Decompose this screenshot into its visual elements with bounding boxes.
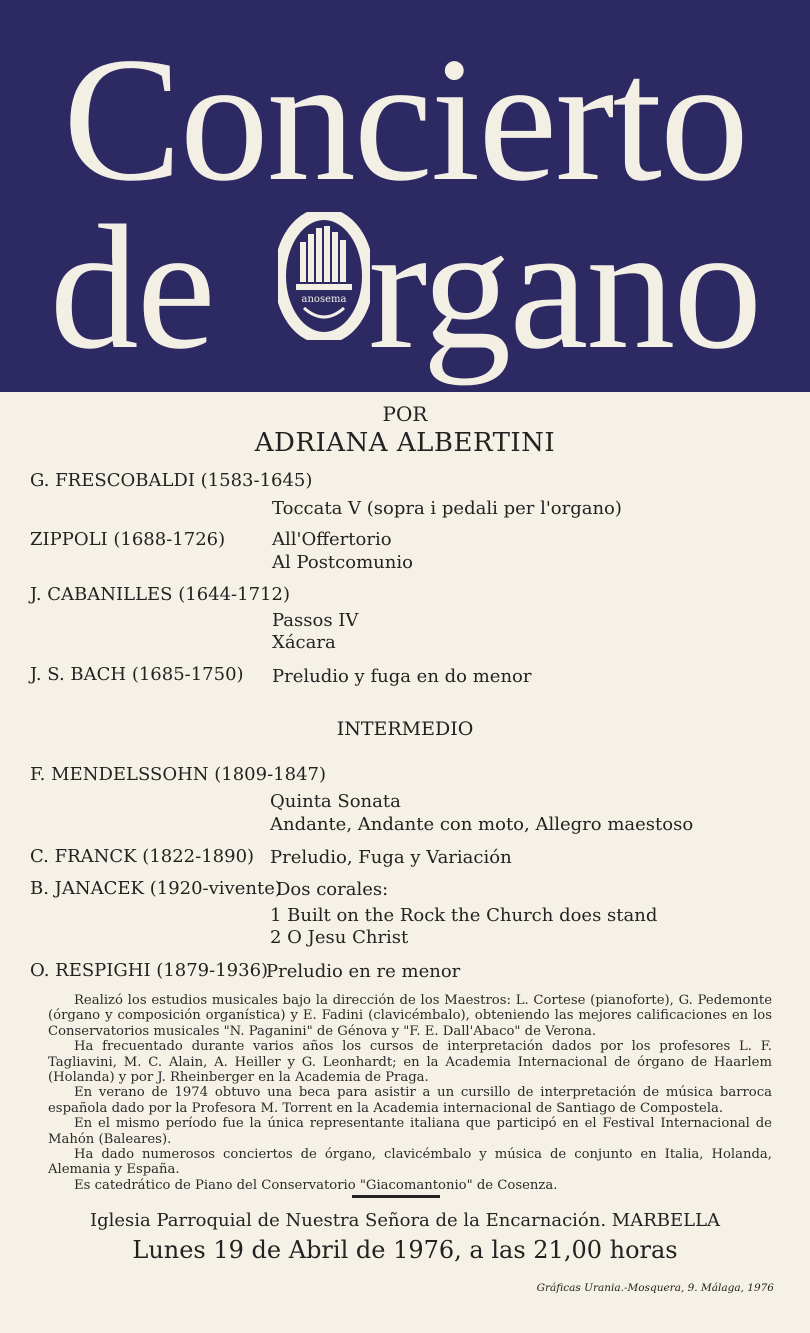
work-offertorio: All'Offertorio — [272, 529, 392, 550]
composer-janacek: B. JANACEK (1920-vivente) — [30, 878, 282, 899]
bio-paragraph: En verano de 1974 obtuvo una beca para asistir a un cursillo de interpretación de música barroca española dado por la Profesora M. Torrent en la Academia internacional de Santiago de Compostela. — [48, 1085, 772, 1116]
composer-respighi: O. RESPIGHI (1879-1936) — [30, 960, 269, 981]
bio-paragraph: En el mismo período fue la única representante italiana que participó en el Festival Internacional de Mahón (Baleares). — [48, 1116, 772, 1147]
composer-zippoli: ZIPPOLI (1688-1726) — [30, 529, 226, 550]
work-passos: Passos IV — [272, 610, 359, 631]
work-xacara: Xácara — [272, 632, 336, 653]
title-de: de — [49, 188, 257, 386]
work-postcomunio: Al Postcomunio — [272, 552, 413, 573]
venue: Iglesia Parroquial de Nuestra Señora de la Encarnación. MARBELLA — [89, 1210, 721, 1231]
composer-mendelssohn: F. MENDELSSOHN (1809-1847) — [30, 764, 326, 785]
work-franck: Preludio, Fuga y Variación — [270, 847, 512, 868]
by-label: POR — [382, 402, 428, 426]
title-de-organo — [0, 188, 810, 386]
composer-cabanilles: J. CABANILLES (1644-1712) — [30, 584, 290, 605]
bio-paragraph: Realizó los estudios musicales bajo la dirección de los Maestros: L. Cortese (pianoforte), G. Pedemonte (órgano y composición organística) y E. Fadini (clavicémbalo), obteniendo las mejores calificaciones en los Conservatorios musicales "N. Paganini" de Génova y "F. E. Dall'Abaco" de Verona. — [48, 993, 772, 1039]
divider — [352, 1195, 440, 1198]
artist-name: ADRIANA ALBERTINI — [254, 428, 556, 458]
work-movements: Andante, Andante con moto, Allegro maestoso — [270, 814, 694, 835]
work-coral-2: 2 O Jesu Christ — [270, 927, 409, 948]
work-dos-corales: Dos corales: — [276, 879, 389, 900]
concert-date: Lunes 19 de Abril de 1976, a las 21,00 horas — [132, 1236, 678, 1264]
organ-emblem-icon — [278, 212, 370, 340]
artist-biography — [48, 993, 772, 1193]
emblem-text: anosema — [301, 294, 347, 305]
work-preludio-fuga: Preludio y fuga en do menor — [272, 666, 532, 687]
work-respighi: Preludio en re menor — [266, 961, 461, 982]
work-coral-1: 1 Built on the Rock the Church does stand — [270, 905, 658, 926]
bio-paragraph: Ha dado numerosos conciertos de órgano, clavicémbalo y música de conjunto en Italia, Holanda, Alemania y España. — [48, 1147, 772, 1178]
composer-franck: C. FRANCK (1822-1890) — [30, 846, 255, 867]
title-concierto: Concierto — [63, 20, 747, 218]
work-toccata: Toccata V (sopra i pedali per l'organo) — [272, 498, 622, 519]
bio-paragraph: Es catedrático de Piano del Conservatorio "Giacomantonio" de Cosenza. — [74, 1177, 558, 1193]
work-quinta-sonata: Quinta Sonata — [270, 791, 401, 812]
intermission-label: INTERMEDIO — [336, 718, 474, 740]
composer-frescobaldi: G. FRESCOBALDI (1583-1645) — [30, 470, 313, 491]
title-banner — [0, 0, 810, 392]
printer-credit: Gráficas Urania.-Mosquera, 9. Málaga, 1976 — [536, 1282, 774, 1294]
composer-bach: J. S. BACH (1685-1750) — [30, 664, 244, 685]
bio-paragraph: Ha frecuentado durante varios años los cursos de interpretación dados por los profesores L. F. Tagliavini, M. C. Alain, A. Heiller y G. Leonhardt; en la Academia Internacional de órgano de Haarlem (Holanda) y por J. Rheinberger en la Academia de Praga. — [48, 1039, 772, 1086]
title-rgano: rgano — [368, 188, 761, 386]
